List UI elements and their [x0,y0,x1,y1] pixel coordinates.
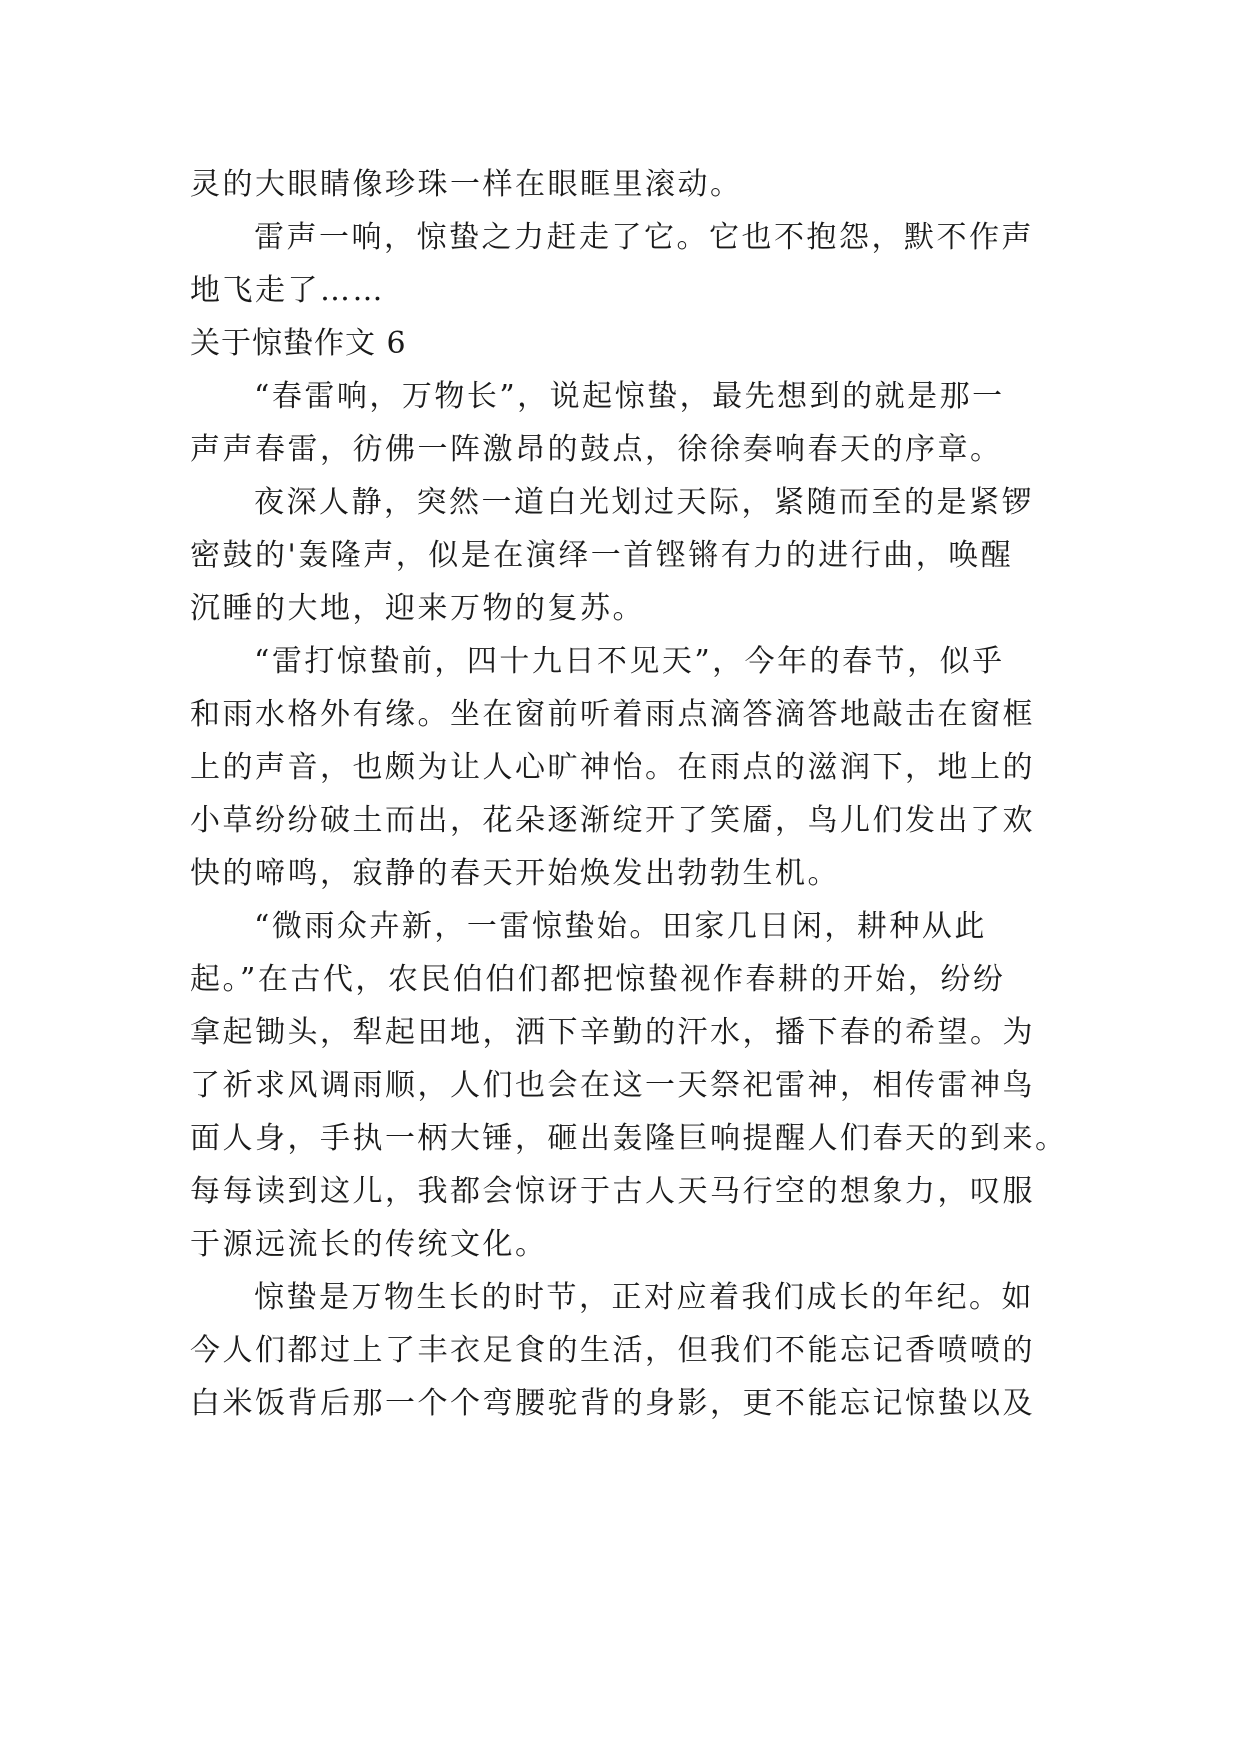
text-line: 小草纷纷破土而出，花朵逐渐绽开了笑靥，鸟儿们发出了欢 [190,803,1035,838]
text-line: 今人们都过上了丰衣足食的生活，但我们不能忘记香喷喷的 [190,1333,1035,1368]
section-heading: 关于惊蛰作文 6 [190,326,407,361]
text-line: 快的啼鸣，寂静的春天开始焕发出勃勃生机。 [190,856,840,891]
text-line: 密鼓的'轰隆声，似是在演绎一首铿锵有力的进行曲，唤醒 [190,538,1014,573]
text-line: 和雨水格外有缘。坐在窗前听着雨点滴答滴答地敲击在窗框 [190,697,1035,732]
paragraph-start-line: “雷打惊蛰前，四十九日不见天”，今年的春节，似乎 [254,644,1005,679]
paragraph-start-line: 惊蛰是万物生长的时节，正对应着我们成长的年纪。如 [254,1280,1034,1315]
text-line: 灵的大眼睛像珍珠一样在眼眶里滚动。 [190,167,743,202]
text-line: 地飞走了…… [190,273,385,308]
paragraph-start-line: “春雷响，万物长”，说起惊蛰，最先想到的就是那一 [254,379,1005,414]
text-line: 沉睡的大地，迎来万物的复苏。 [190,591,645,626]
text-line: 每每读到这儿，我都会惊讶于古人天马行空的想象力，叹服 [190,1174,1035,1209]
text-line: 于源远流长的传统文化。 [190,1227,548,1262]
paragraph-start-line: “微雨众卉新，一雷惊蛰始。田家几日闲，耕种从此 [254,909,987,944]
text-line: 白米饭背后那一个个弯腰驼背的身影，更不能忘记惊蛰以及 [190,1386,1035,1421]
text-line: 了祈求风调雨顺，人们也会在这一天祭祀雷神，相传雷神鸟 [190,1068,1035,1103]
document-body [190,158,1068,1430]
text-line: 上的声音，也颇为让人心旷神怡。在雨点的滋润下，地上的 [190,750,1035,785]
text-line: 起。”在古代，农民伯伯们都把惊蛰视作春耕的开始，纷纷 [190,962,1006,997]
paragraph-start-line: 夜深人静，突然一道白光划过天际，紧随而至的是紧锣 [254,485,1034,520]
text-line: 面人身，手执一柄大锤，砸出轰隆巨响提醒人们春天的到来。 [190,1121,1068,1156]
text-line: 声声春雷，彷佛一阵激昂的鼓点，徐徐奏响春天的序章。 [190,432,1003,467]
text-line: 拿起锄头，犁起田地，洒下辛勤的汗水，播下春的希望。为 [190,1015,1035,1050]
paragraph-start-line: 雷声一响，惊蛰之力赶走了它。它也不抱怨，默不作声 [254,220,1034,255]
